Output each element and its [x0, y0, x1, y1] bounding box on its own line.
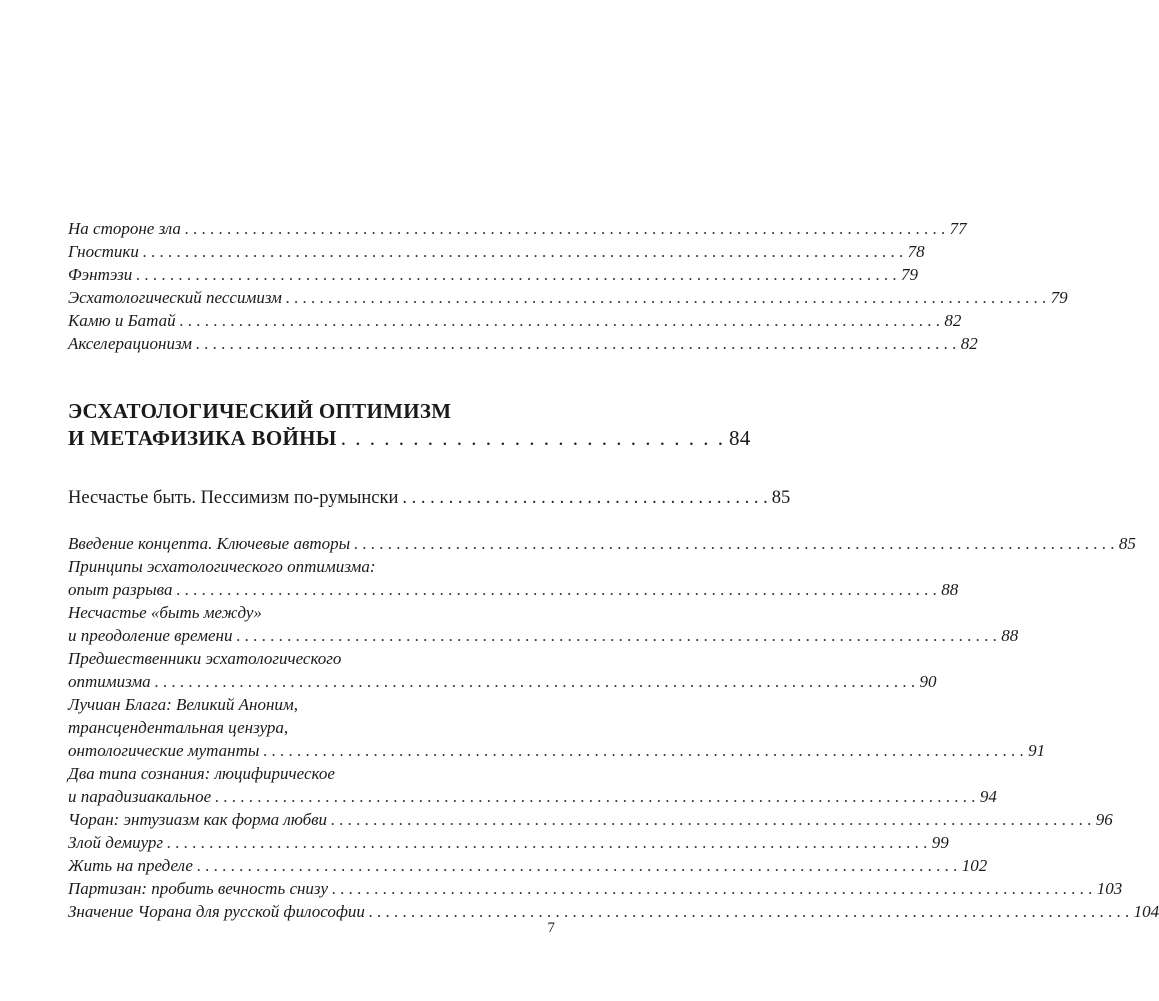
toc-entry	[68, 286, 1068, 309]
chapter-heading-line-2	[68, 425, 751, 452]
toc-entry-title-continued: Лучиан Блага: Великий Аноним,	[68, 695, 299, 714]
toc-entry	[68, 877, 1123, 900]
toc-entry-title: Чоран: энтузиазм как форма любви	[68, 810, 328, 829]
toc-entry-page: 90	[919, 672, 937, 691]
toc-entry-page: 82	[960, 334, 978, 353]
dot-leader	[402, 486, 767, 510]
dot-leader	[286, 286, 1047, 309]
toc-entry-page: 88	[941, 580, 959, 599]
dot-leader	[143, 240, 904, 263]
dot-leader	[263, 739, 1024, 762]
toc-entry-page: 102	[961, 856, 988, 875]
toc-entry	[68, 808, 1113, 831]
toc-entry-page: 79	[901, 265, 919, 284]
toc-entry	[68, 785, 997, 808]
toc-entry-title: Партизан: пробить вечность снизу	[68, 879, 328, 898]
toc-entry	[68, 332, 978, 355]
dot-leader	[136, 263, 897, 286]
toc-entry-title: Жить на пределе	[68, 856, 193, 875]
section-title: Несчастье быть. Пессимизм по-румынски	[68, 488, 399, 508]
toc-entry-title: Камю и Батай	[68, 311, 176, 330]
dot-leader	[185, 217, 946, 240]
toc-entry	[68, 263, 919, 286]
toc-entry-title: Значение Чорана для русской философии	[68, 902, 365, 921]
toc-entry-page: 99	[931, 833, 949, 852]
toc-entry-page: 79	[1050, 288, 1068, 307]
toc-entry-title: онтологические мутанты	[68, 741, 260, 760]
toc-entry-page: 91	[1028, 741, 1046, 760]
dot-leader	[354, 532, 1115, 555]
toc-entry-title-continued: Несчастье «быть между»	[68, 603, 262, 622]
toc-entry-title-continued: Принципы эсхатологического оптимизма:	[68, 557, 376, 576]
chapter-heading-line-1: ЭСХАТОЛОГИЧЕСКИЙ ОПТИМИЗМ	[68, 399, 452, 423]
toc-entry	[68, 624, 1019, 647]
dot-leader	[331, 808, 1092, 831]
toc-entry	[68, 670, 937, 693]
toc-entry	[68, 739, 1046, 762]
toc-entry-title-continued: Предшественники эсхатологического	[68, 649, 342, 668]
dot-leader	[176, 578, 937, 601]
toc-entry-title: На стороне зла	[68, 219, 181, 238]
toc-entry-title: оптимизма	[68, 672, 151, 691]
dot-leader	[155, 670, 916, 693]
toc-entry	[68, 831, 949, 854]
dot-leader	[369, 900, 1130, 923]
toc-entry-title: и парадизиакальное	[68, 787, 212, 806]
dot-leader	[196, 332, 957, 355]
toc-entry-title: опыт разрыва	[68, 580, 173, 599]
page-number: 7	[547, 920, 555, 936]
toc-entry-title: Фэнтэзи	[68, 265, 133, 284]
dot-leader	[167, 831, 928, 854]
dot-leader	[215, 785, 976, 808]
toc-entry-page: 77	[949, 219, 967, 238]
toc-entry-title: Акселерационизм	[68, 334, 193, 353]
toc-entry-title: Введение концепта. Ключевые авторы	[68, 534, 351, 553]
toc-entry-page: 103	[1096, 879, 1123, 898]
toc-entry-title: Злой демиург	[68, 833, 164, 852]
toc-entry	[68, 532, 1136, 555]
toc-entry-page: 82	[944, 311, 962, 330]
toc-entry-title-continued: Два типа сознания: люцифирическое	[68, 764, 335, 783]
dot-leader	[180, 309, 941, 332]
toc-entry-title-continued: трансцендентальная цензура,	[68, 718, 289, 737]
section-page: 85	[771, 488, 791, 508]
toc-entry	[68, 217, 967, 240]
toc-entry-title: и преодоление времени	[68, 626, 233, 645]
toc-entry-page: 104	[1133, 902, 1159, 921]
dot-leader	[332, 877, 1093, 900]
dot-leader	[197, 854, 958, 877]
toc-entry-title: Эсхатологический пессимизм	[68, 288, 282, 307]
toc-entry	[68, 854, 988, 877]
toc-entry	[68, 240, 925, 263]
toc-entry-page: 78	[907, 242, 925, 261]
toc-entry-page: 85	[1118, 534, 1136, 553]
chapter-heading-text: И МЕТАФИЗИКА ВОЙНЫ	[68, 426, 337, 450]
toc-entry-page: 96	[1095, 810, 1113, 829]
section-entry	[68, 486, 791, 510]
toc-entry	[68, 578, 959, 601]
toc-entry-page: 94	[979, 787, 997, 806]
dot-leader	[236, 624, 997, 647]
toc-entry	[68, 309, 962, 332]
dot-leader: . . . . . . . . . . . . . . . . . . . . . . . . . . .	[340, 426, 725, 450]
toc-entry-title: Гностики	[68, 242, 139, 261]
toc-entry-page: 88	[1001, 626, 1019, 645]
toc-entry	[68, 900, 1159, 923]
chapter-page: 84	[728, 426, 751, 450]
